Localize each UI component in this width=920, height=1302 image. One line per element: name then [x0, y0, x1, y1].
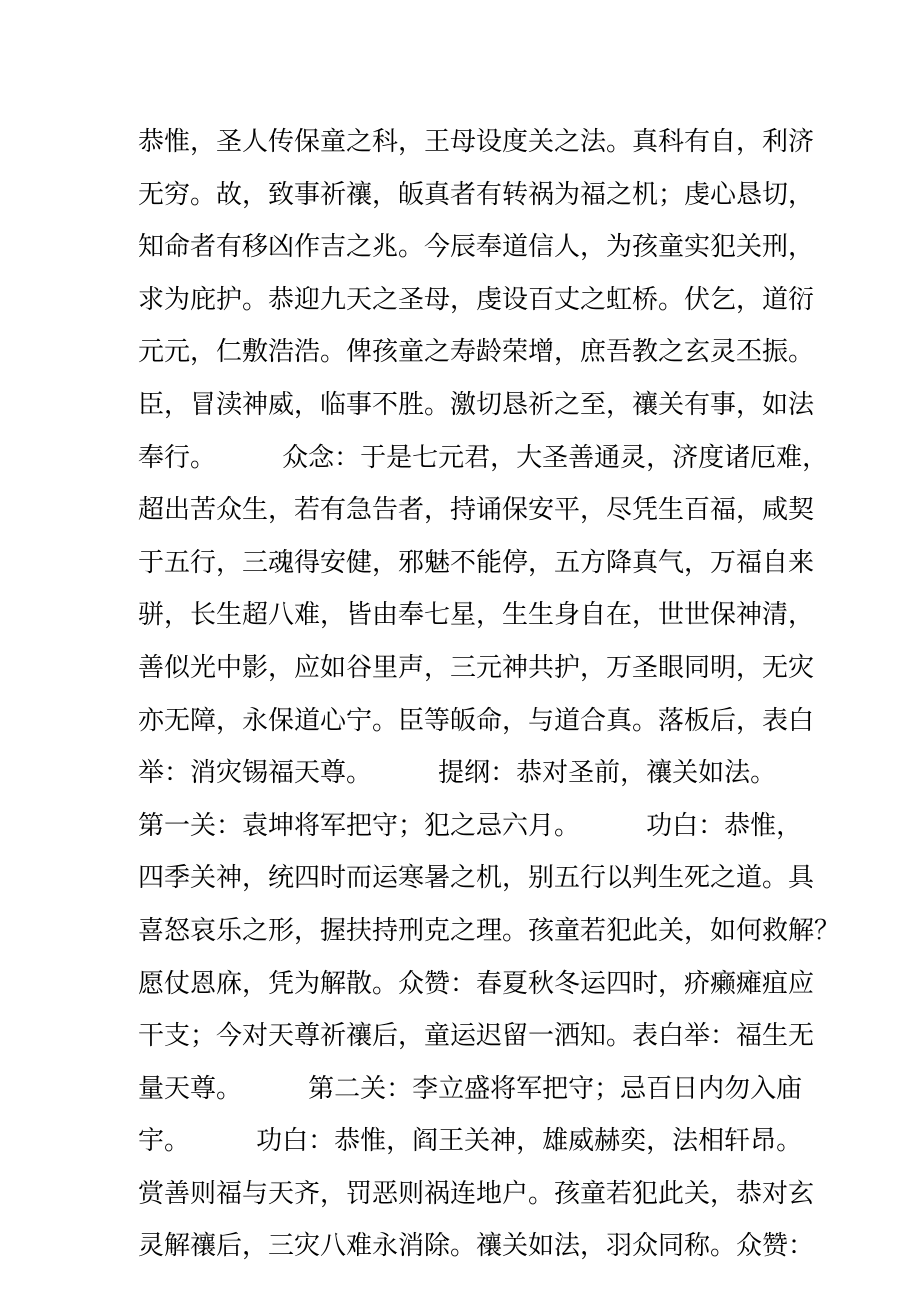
text-line: 宇。 功白：恭惟，阎王关神，雄威赫奕，法相轩昂。 — [138, 1126, 803, 1157]
text-line: 恭惟，圣人传保童之科，王母设度关之法。真科有自，利济 — [138, 127, 815, 157]
text-line: 第一关：袁坤将军把守；犯之忌六月。 功白：恭惟， — [138, 810, 803, 841]
text-line: 亦无障，永保道心宁。臣等皈命，与道合真。落板后，表白 — [138, 705, 815, 736]
text-line: 求为庇护。恭迎九天之圣母，虔设百丈之虹桥。伏乞，道衍 — [138, 284, 815, 315]
document-body — [138, 116, 841, 1273]
text-line: 骈，长生超八难，皆由奉七星，生生身自在，世世保神清， — [138, 600, 815, 631]
text-line: 愿仗恩庥，凭为解散。众赞：春夏秋冬运四时，疥癞瘫疽应 — [138, 968, 815, 999]
text-line: 赏善则福与天齐，罚恶则祸连地户。孩童若犯此关，恭对玄 — [138, 1178, 815, 1209]
text-line: 元元，仁敷浩浩。俾孩童之寿龄荣增，庶吾教之玄灵丕振。 — [138, 337, 815, 368]
text-line: 灵解禳后，三灾八难永消除。禳关如法，羽众同称。众赞： — [138, 1231, 815, 1262]
text-line: 干支；今对天尊祈禳后，童运迟留一洒知。表白举：福生无 — [138, 1021, 815, 1052]
text-line: 量天尊。 第二关：李立盛将军把守；忌百日内勿入庙 — [138, 1073, 803, 1104]
text-line: 臣，冒渎神威，临事不胜。激切恳祈之至，禳关有事，如法 — [138, 389, 815, 420]
text-line: 举：消灾锡福天尊。 提纲：恭对圣前，禳关如法。 — [138, 758, 777, 789]
text-line: 喜怒哀乐之形，握扶持刑克之理。孩童若犯此关，如何救解？ — [138, 915, 841, 946]
text-line: 四季关神，统四时而运寒暑之机，别五行以判生死之道。具 — [138, 863, 815, 894]
text-line: 知命者有移凶作吉之兆。今辰奉道信人，为孩童实犯关刑， — [138, 232, 815, 263]
text-line: 无穷。故，致事祈禳，皈真者有转祸为福之机；虔心恳切， — [138, 179, 815, 210]
text-line: 超出苦众生，若有急告者，持诵保安平，尽凭生百福，咸契 — [138, 495, 815, 526]
text-line: 善似光中影，应如谷里声，三元神共护，万圣眼同明，无灾 — [138, 652, 815, 683]
text-line: 奉行。 众念：于是七元君，大圣善通灵，济度诸厄难， — [138, 442, 829, 473]
text-line: 于五行，三魂得安健，邪魅不能停，五方降真气，万福自来 — [138, 547, 815, 578]
